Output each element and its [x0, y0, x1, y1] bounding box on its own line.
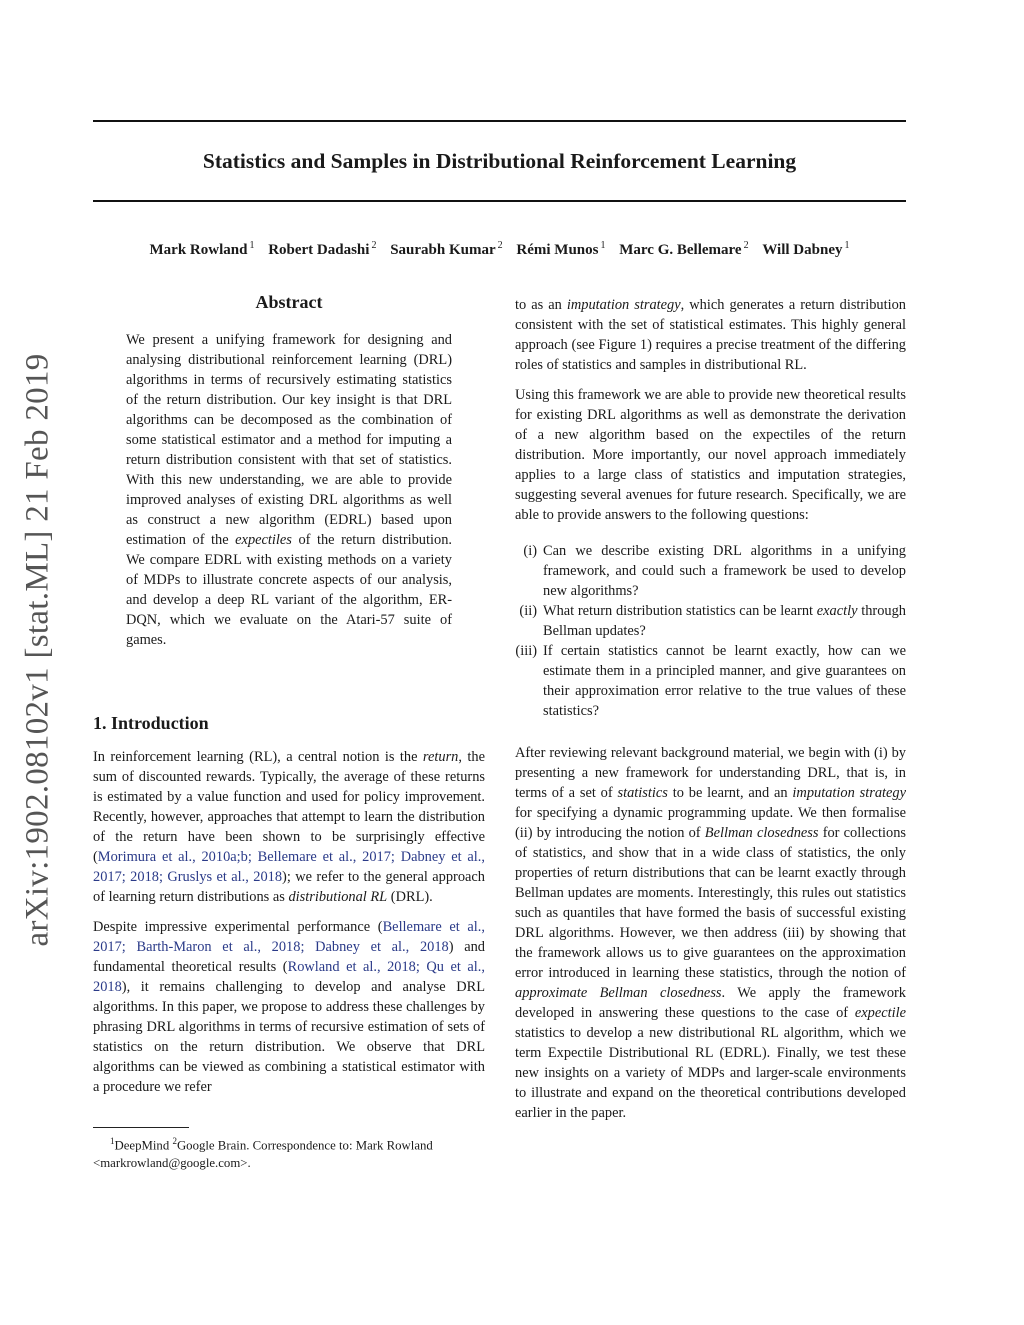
abstract-paragraph: We present a unifying framework for designing and analysing distributional reinforcement learning (DRL) algorithms in terms of recursively estimating statistics of the return distribution. Our key insight is that DRL algorithms can be decomposed as the combination of some statistical estimator and a method for imputing a return distribution consistent with that set of statistics. With this new understanding, we are able to provide improved analyses of existing DRL algorithms as well as construct a new algorithm (EDRL) based upon estimation of the expectiles of the return distribution. We compare EDRL with existing methods on a variety of MDPs to illustrate concrete aspects of our analysis, and develop a deep RL variant of the algorithm, ER-DQN, which we evaluate on the Atari-57 suite of games.: [126, 332, 452, 648]
abstract-heading: Abstract: [255, 292, 323, 312]
intro-paragraph-1: In reinforcement learning (RL), a central notion is the return, the sum of discounted rewards. Typically, the average of these returns is estimated by a value function and used for policy improvement. Recently, however, approaches that attempt to learn the distribution of the return have been shown to be surprisingly effective (Morimura et al., 2010a;b; Bellemare et al., 2017; Dabney et al., 2017; 2018; Gruslys et al., 2018); we refer to the general approach of learning return distributions as distributional RL (DRL).: [93, 749, 485, 905]
abstract-body: [126, 330, 452, 650]
left-column-body: [93, 747, 485, 1097]
author-name: Will Dabney $^1$: [762, 240, 850, 258]
footnote-rule: [93, 1127, 189, 1128]
citation-link[interactable]: Bellemare et al., 2017; Barth-Maron et al., 2018; Dabney et al., 2018: [93, 919, 485, 955]
section-heading-introduction: 1. Introduction: [93, 713, 209, 733]
right-column-body: [515, 295, 906, 1123]
citation-link[interactable]: Morimura et al., 2010a;b; Bellemare et al., 2017; Dabney et al., 2017; 2018; Gruslys et al., 2018: [93, 849, 485, 885]
intro-paragraph-2: Despite impressive experimental performance (Bellemare et al., 2017; Barth-Maron et al., 2018; Dabney et al., 2018) and fundamental theoretical results (Rowland et al., 2018; Qu et al., 2018), it remains challenging to develop and analyse DRL algorithms. In this paper, we propose to address these challenges by phrasing DRL algorithms in terms of recursive estimation of sets of statistics on the return distribution. We observe that DRL algorithms can be viewed as combining a statistical estimator with a procedure we refer: [93, 919, 486, 1095]
right-paragraph-3: After reviewing relevant background material, we begin with (i) by presenting a new framework for understanding DRL, that is, in terms of a set of statistics to be learnt, and an imputation strategy for specifying a dynamic programming update. We then formalise (ii) by introducing the notion of Bellman closedness for collections of statistics, and show that in a wide class of statistics, the only properties of return distributions that can be learnt exactly through Bellman updates are moments. Interestingly, this rules out statistics such as quantiles that have formed the basis of successful existing DRL algorithms. However, we then address (iii) by showing that the framework allows us to give guarantees on the approximation error introduced in learning these statistics, through the notion of approximate Bellman closedness. We apply the framework developed in answering these questions to the case of expectile statistics to develop a new distributional RL algorithm, which we term Expectile Distributional RL (EDRL). Finally, we test these new insights on a variety of MDPs and larger-scale environments to illustrate and expand on the theoretical contributions developed earlier in the paper.: [515, 745, 906, 1121]
author-name: Robert Dadashi $^2$: [268, 240, 377, 258]
citation-link[interactable]: Rowland et al., 2018; Qu et al., 2018: [93, 959, 485, 995]
top-rule: [93, 120, 906, 122]
footnote-affiliations: $^1$DeepMind $^2$Google Brain. Correspondence to: Mark Rowland: [110, 1136, 433, 1153]
title-bottom-rule: [93, 200, 906, 202]
author-name: Rémi Munos $^1$: [516, 240, 606, 258]
author-name: Mark Rowland $^1$: [149, 240, 255, 258]
author-name: Saurabh Kumar $^2$: [390, 240, 503, 258]
list-item: (iii) If certain statistics cannot be learnt exactly, how can we estimate them in a principled manner, and give guarantees on their approximation error relative to the true values of these statistics?: [515, 643, 906, 719]
footnote-email: <markrowland@google.com>.: [93, 1156, 251, 1171]
right-paragraph-1: to as an imputation strategy, which generates a return distribution consistent with the set of statistical estimates. This highly general approach (see Figure 1) requires a precise treatment of the differing roles of statistics and samples in distributional RL.: [515, 297, 906, 373]
author-list: [93, 235, 906, 261]
paper-title: Statistics and Samples in Distributional Reinforcement Learning: [202, 149, 797, 173]
list-item: (i) Can we describe existing DRL algorithms in a unifying framework, and could such a framework be used to develop new algorithms?: [523, 543, 906, 599]
questions-list: [515, 541, 906, 721]
arxiv-identifier: arXiv:1902.08102v1 [stat.ML] 21 Feb 2019: [19, 353, 56, 947]
list-item: (ii) What return distribution statistics can be learnt exactly through Bellman updates?: [519, 603, 906, 639]
right-paragraph-2: Using this framework we are able to provide new theoretical results for existing DRL algorithms as well as demonstrate the derivation of a new algorithm based on the expectiles of the return distribution. More importantly, our novel approach immediately applies to a large class of statistics and imputation strategies, suggesting several avenues for future research. Specifically, we are able to provide answers to the following questions:: [515, 387, 906, 523]
author-name: Marc G. Bellemare $^2$: [619, 240, 749, 258]
footnote: [93, 1132, 485, 1172]
